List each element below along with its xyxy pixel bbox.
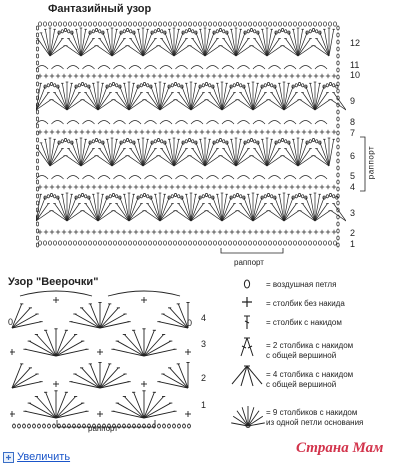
symbol-legend bbox=[226, 274, 402, 434]
legend-text-chain: = воздушная петля bbox=[266, 280, 337, 289]
row-number-6: 6 bbox=[350, 151, 356, 161]
row-number-5: 5 bbox=[350, 171, 356, 181]
bottom-right-zero: 0 bbox=[187, 318, 193, 328]
row-number-1: 1 bbox=[350, 239, 356, 249]
site-watermark: Страна Мам bbox=[296, 440, 384, 456]
top-chart-title: Фантазийный узор bbox=[48, 3, 152, 15]
single-crochet-icon bbox=[241, 296, 253, 308]
row-number-4: 4 bbox=[350, 182, 356, 192]
bottom-row-number-2: 2 bbox=[201, 373, 207, 383]
legend-text-nine-dc: = 9 столбиков с накидом из одной петли основания bbox=[266, 408, 364, 427]
bottom-row-number-1: 1 bbox=[201, 400, 207, 410]
nine-dc-fan-icon bbox=[228, 402, 268, 428]
row-number-8: 8 bbox=[350, 117, 356, 127]
row-number-3: 3 bbox=[350, 208, 356, 218]
zoom-icon bbox=[3, 452, 14, 463]
row-number-12: 12 bbox=[350, 38, 361, 48]
double-crochet-icon bbox=[241, 314, 253, 330]
repeat-side-label: раппорт bbox=[366, 145, 376, 180]
bottom-repeat-label: раппорт bbox=[88, 424, 118, 433]
bottom-row-number-4: 4 bbox=[201, 313, 207, 323]
bottom-row-number-3: 3 bbox=[201, 339, 207, 349]
row-number-9: 9 bbox=[350, 96, 356, 106]
legend-text-single: = столбик без накида bbox=[266, 299, 345, 308]
row-number-11: 11 bbox=[350, 60, 360, 70]
legend-text-two-dc: = 2 столбика с накидом с общей вершиной bbox=[266, 341, 354, 360]
four-dc-together-icon bbox=[230, 364, 264, 388]
top-chart-diagram bbox=[36, 18, 346, 250]
repeat-bottom-bracket bbox=[220, 248, 284, 256]
zoom-link-label[interactable]: Увеличить bbox=[17, 451, 71, 463]
bottom-left-zero: 0 bbox=[8, 317, 14, 327]
bottom-chart-diagram bbox=[10, 290, 196, 430]
top-chart-row-numbers bbox=[348, 18, 364, 250]
bottom-chart-title: Узор "Веерочки" bbox=[8, 276, 99, 288]
row-number-7: 7 bbox=[350, 128, 356, 138]
legend-text-double: = столбик с накидом bbox=[266, 318, 342, 327]
row-number-10: 10 bbox=[350, 70, 361, 80]
zoom-link[interactable] bbox=[3, 451, 70, 463]
two-dc-together-icon bbox=[236, 336, 258, 358]
repeat-bottom-label: раппорт bbox=[234, 258, 264, 267]
chain-stitch-icon bbox=[242, 279, 252, 289]
row-number-2: 2 bbox=[350, 228, 356, 238]
legend-text-four-dc: = 4 столбика с накидом с общей вершиной bbox=[266, 370, 354, 389]
